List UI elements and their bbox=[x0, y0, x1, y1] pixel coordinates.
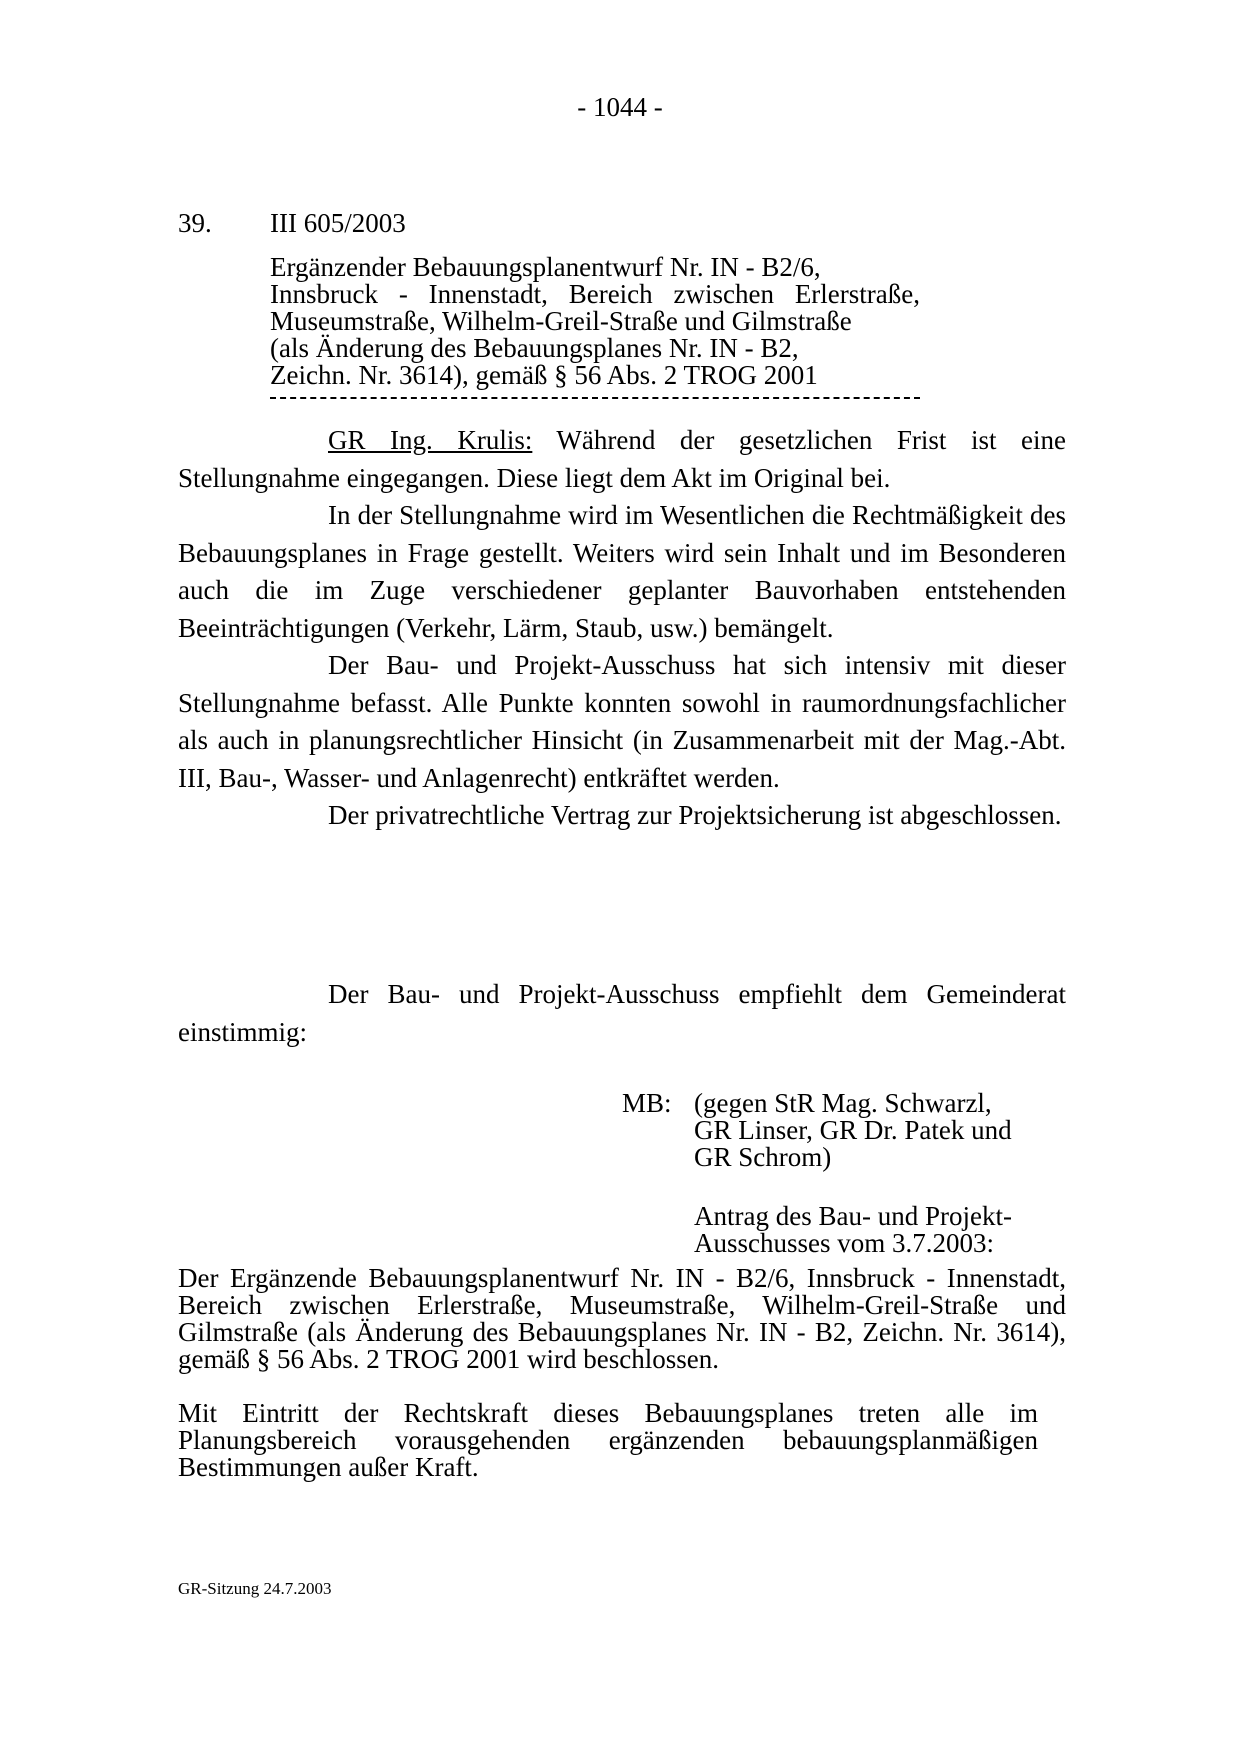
resolution-text: Mit Eintritt der Rechtskraft dieses Bebauungsplanes treten alle im Planungsbereich vorausgehenden ergänzenden bebauungsplanmäßigen Bestimmungen außer Kraft. bbox=[178, 1398, 1038, 1482]
title-line: Museumstraße, Wilhelm-Greil-Straße und Gilmstraße bbox=[270, 306, 852, 336]
footer-session: GR-Sitzung 24.7.2003 bbox=[178, 1579, 332, 1598]
recommendation-text: Der Bau- und Projekt-Ausschuss empfiehlt dem Gemeinderat einstimmig: bbox=[178, 979, 1066, 1047]
page-number: - 1044 - bbox=[577, 92, 663, 122]
speaker-name: GR Ing. Krulis: bbox=[328, 425, 533, 455]
item-number: 39. bbox=[178, 208, 212, 238]
resolution-paragraph-2 bbox=[178, 1400, 1038, 1481]
title-line: Innsbruck - Innenstadt, Bereich zwischen Erlerstraße, bbox=[270, 279, 920, 309]
motion-reference bbox=[694, 1203, 1074, 1257]
resolution-paragraph-1 bbox=[178, 1265, 1066, 1373]
title-line: Zeichn. Nr. 3614), gemäß § 56 Abs. 2 TROG 2001 bbox=[270, 360, 818, 390]
vote-line: GR Linser, GR Dr. Patek und bbox=[694, 1115, 1012, 1145]
title-line: Ergänzender Bebauungsplanentwurf Nr. IN - B2/6, bbox=[270, 252, 821, 282]
vote-line: GR Schrom) bbox=[694, 1142, 832, 1172]
vote-block bbox=[622, 1090, 1052, 1171]
dashed-separator bbox=[270, 397, 920, 399]
report-paragraph bbox=[178, 422, 1066, 497]
motion-line: Ausschusses vom 3.7.2003: bbox=[694, 1228, 995, 1258]
vote-line: (gegen StR Mag. Schwarzl, bbox=[694, 1088, 992, 1118]
vote-label: MB: bbox=[622, 1088, 672, 1118]
item-heading bbox=[178, 208, 406, 239]
report-paragraph-text: Während der gesetzlichen Frist ist eine Stellungnahme eingegangen. Diese liegt dem Akt im Original bei. bbox=[178, 425, 1066, 493]
report-paragraph: In der Stellungnahme wird im Wesentlichen die Rechtmäßigkeit des Bebauungsplanes in Frage gestellt. Weiters wird sein Inhalt und im Besonderen auch die im Zuge verschiedener geplanter Bauvorhaben entstehenden Beeinträchtigungen (Verkehr, Lärm, Staub, usw.) bemängelt. bbox=[178, 500, 1066, 643]
item-reference: III 605/2003 bbox=[270, 208, 406, 238]
report-paragraph: Der privatrechtliche Vertrag zur Projektsicherung ist abgeschlossen. bbox=[328, 800, 1062, 830]
motion-line: Antrag des Bau- und Projekt- bbox=[694, 1201, 1012, 1231]
item-title bbox=[270, 254, 970, 389]
report-paragraph: Der Bau- und Projekt-Ausschuss hat sich intensiv mit dieser Stellungnahme befasst. Alle Punkte konnten sowohl in raumordnungsfachlicher als auch in planungsrechtlicher Hinsicht (in Zusammenarbeit mit der Mag.-Abt. III, Bau-, Wasser- und Anlagenrecht) entkräftet werden. bbox=[178, 650, 1066, 793]
title-line: (als Änderung des Bebauungsplanes Nr. IN - B2, bbox=[270, 333, 799, 363]
report-text bbox=[178, 422, 1066, 835]
resolution-text: Der Ergänzende Bebauungsplanentwurf Nr. IN - B2/6, Innsbruck - Innenstadt, Bereich zwischen Erlerstraße, Museumstraße, Wilhelm-Greil-Straße und Gilmstraße (als Änderung des Bebauungsplanes Nr. IN - B2, Zeichn. Nr. 3614), gemäß § 56 Abs. 2 TROG 2001 wird beschlossen. bbox=[178, 1263, 1066, 1374]
recommendation bbox=[178, 976, 1066, 1051]
